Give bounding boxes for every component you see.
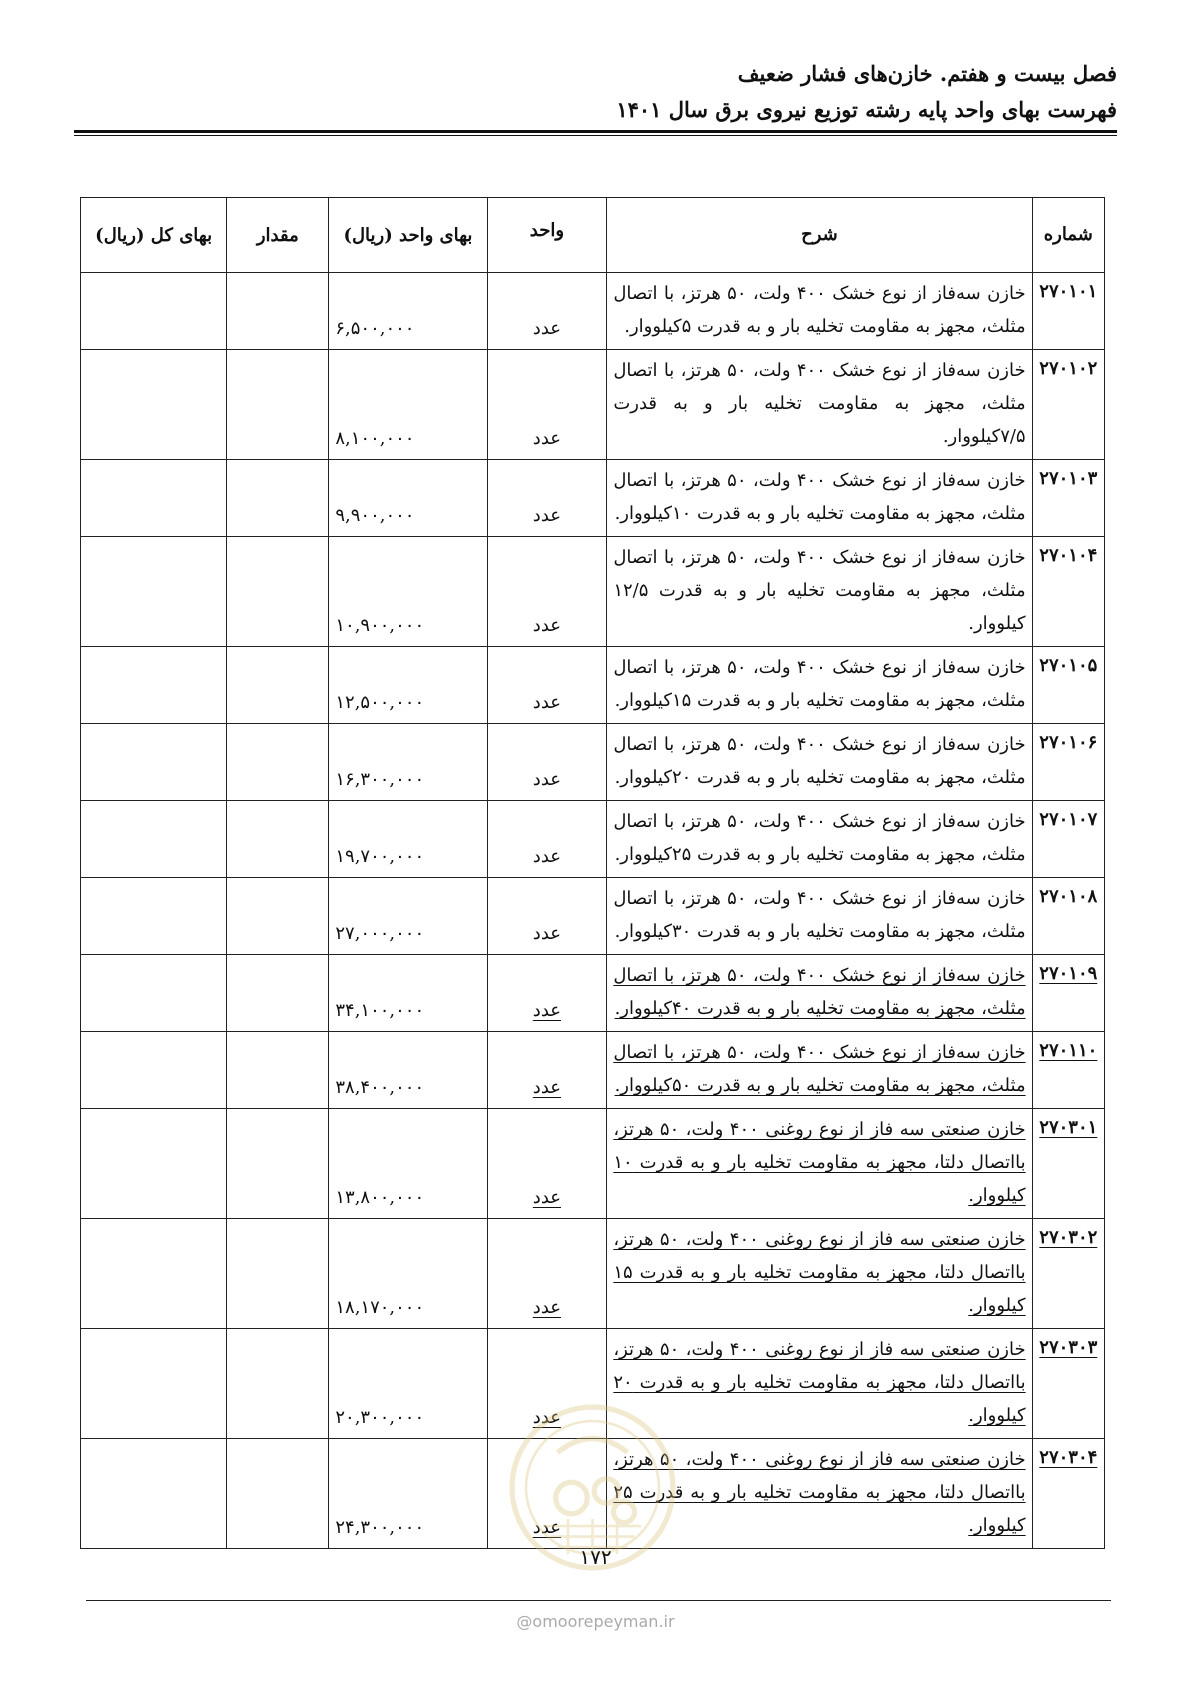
table-row xyxy=(81,350,1105,460)
item-description: خازن صنعتی سه فاز از نوع روغنی ۴۰۰ ولت، ۵۰ هرتز، بااتصال دلتا، مجهز به مقاومت تخلیه بار و به قدرت ۱۵ کیلووار. xyxy=(607,1219,1032,1329)
table-header-row xyxy=(81,198,1105,273)
col-header-unit: واحد xyxy=(487,198,607,273)
item-total xyxy=(81,1032,227,1109)
item-total xyxy=(81,350,227,460)
item-qty[interactable] xyxy=(227,537,329,647)
table-row xyxy=(81,1439,1105,1549)
item-unit-price: ۳۴,۱۰۰,۰۰۰ xyxy=(329,955,487,1032)
document-title: فهرست بهای واحد پایه رشته توزیع نیروی برق سال ۱۴۰۱ xyxy=(616,97,1117,122)
item-description: خازن سه‌فاز از نوع خشک ۴۰۰ ولت، ۵۰ هرتز، با اتصال مثلث، مجهز به مقاومت تخلیه بار و به قدرت ۵۰کیلووار. xyxy=(607,1032,1032,1109)
item-unit: عدد xyxy=(487,647,607,724)
item-code: ۲۷۰۱۰۶ xyxy=(1032,724,1104,801)
item-unit: عدد xyxy=(487,1329,607,1439)
item-unit: عدد xyxy=(487,273,607,350)
item-description: خازن سه‌فاز از نوع خشک ۴۰۰ ولت، ۵۰ هرتز، با اتصال مثلث، مجهز به مقاومت تخلیه بار و به قدرت ۳۰کیلووار. xyxy=(607,878,1032,955)
table-row xyxy=(81,273,1105,350)
col-header-code: شماره xyxy=(1032,198,1104,273)
item-unit-price: ۱۰,۹۰۰,۰۰۰ xyxy=(329,537,487,647)
item-total xyxy=(81,878,227,955)
col-header-total: بهای کل (ریال) xyxy=(81,198,227,273)
table-row xyxy=(81,460,1105,537)
col-header-desc: شرح xyxy=(607,198,1032,273)
item-code: ۲۷۰۱۰۵ xyxy=(1032,647,1104,724)
chapter-title: فصل بیست و هفتم. خازن‌های فشار ضعیف xyxy=(737,61,1117,86)
item-qty[interactable] xyxy=(227,1439,329,1549)
site-watermark: @omoorepeyman.ir xyxy=(516,1612,675,1631)
item-unit-price: ۲۰,۳۰۰,۰۰۰ xyxy=(329,1329,487,1439)
item-description: خازن سه‌فاز از نوع خشک ۴۰۰ ولت، ۵۰ هرتز، با اتصال مثلث، مجهز به مقاومت تخلیه بار و به قدرت ۱۲/۵ کیلووار. xyxy=(607,537,1032,647)
item-total xyxy=(81,801,227,878)
item-unit: عدد xyxy=(487,878,607,955)
item-unit-price: ۲۴,۳۰۰,۰۰۰ xyxy=(329,1439,487,1549)
item-code: ۲۷۰۱۰۸ xyxy=(1032,878,1104,955)
table-row xyxy=(81,1329,1105,1439)
item-unit: عدد xyxy=(487,1109,607,1219)
item-total xyxy=(81,460,227,537)
item-code: ۲۷۰۳۰۴ xyxy=(1032,1439,1104,1549)
header-rule xyxy=(74,130,1117,133)
item-code: ۲۷۰۳۰۱ xyxy=(1032,1109,1104,1219)
item-unit: عدد xyxy=(487,537,607,647)
item-unit-price: ۹,۹۰۰,۰۰۰ xyxy=(329,460,487,537)
table-row xyxy=(81,878,1105,955)
item-code: ۲۷۰۱۰۲ xyxy=(1032,350,1104,460)
item-code: ۲۷۰۳۰۳ xyxy=(1032,1329,1104,1439)
item-total xyxy=(81,955,227,1032)
item-code: ۲۷۰۱۰۳ xyxy=(1032,460,1104,537)
item-qty[interactable] xyxy=(227,1109,329,1219)
col-header-qty: مقدار xyxy=(227,198,329,273)
item-qty[interactable] xyxy=(227,1032,329,1109)
item-unit-price: ۱۳,۸۰۰,۰۰۰ xyxy=(329,1109,487,1219)
page-number: ۱۷۲ xyxy=(579,1545,612,1569)
item-qty[interactable] xyxy=(227,460,329,537)
col-header-unit-price: بهای واحد (ریال) xyxy=(329,198,487,273)
item-unit-price: ۶,۵۰۰,۰۰۰ xyxy=(329,273,487,350)
table-row xyxy=(81,724,1105,801)
item-unit-price: ۱۶,۳۰۰,۰۰۰ xyxy=(329,724,487,801)
item-unit-price: ۱۹,۷۰۰,۰۰۰ xyxy=(329,801,487,878)
item-total xyxy=(81,273,227,350)
table-row xyxy=(81,955,1105,1032)
item-description: خازن سه‌فاز از نوع خشک ۴۰۰ ولت، ۵۰ هرتز، با اتصال مثلث، مجهز به مقاومت تخلیه بار و به قدرت ۵کیلووار. xyxy=(607,273,1032,350)
item-qty[interactable] xyxy=(227,647,329,724)
item-total xyxy=(81,1109,227,1219)
item-code: ۲۷۰۱۰۹ xyxy=(1032,955,1104,1032)
item-qty[interactable] xyxy=(227,1329,329,1439)
item-unit: عدد xyxy=(487,801,607,878)
item-description: خازن سه‌فاز از نوع خشک ۴۰۰ ولت، ۵۰ هرتز، با اتصال مثلث، مجهز به مقاومت تخلیه بار و به قدرت ۲۰کیلووار. xyxy=(607,724,1032,801)
item-qty[interactable] xyxy=(227,801,329,878)
page-header xyxy=(74,56,1117,128)
item-code: ۲۷۰۱۰۴ xyxy=(1032,537,1104,647)
item-unit: عدد xyxy=(487,460,607,537)
item-qty[interactable] xyxy=(227,955,329,1032)
item-description: خازن سه‌فاز از نوع خشک ۴۰۰ ولت، ۵۰ هرتز، با اتصال مثلث، مجهز به مقاومت تخلیه بار و به قدرت ۲۵کیلووار. xyxy=(607,801,1032,878)
item-unit: عدد xyxy=(487,724,607,801)
item-description: خازن سه‌فاز از نوع خشک ۴۰۰ ولت، ۵۰ هرتز، با اتصال مثلث، مجهز به مقاومت تخلیه بار و به قدرت ۱۰کیلووار. xyxy=(607,460,1032,537)
table-row xyxy=(81,647,1105,724)
item-code: ۲۷۰۳۰۲ xyxy=(1032,1219,1104,1329)
item-qty[interactable] xyxy=(227,878,329,955)
table-row xyxy=(81,801,1105,878)
footer-rule xyxy=(86,1600,1111,1601)
item-unit: عدد xyxy=(487,350,607,460)
item-total xyxy=(81,1329,227,1439)
table-row xyxy=(81,1219,1105,1329)
item-description: خازن صنعتی سه فاز از نوع روغنی ۴۰۰ ولت، ۵۰ هرتز، بااتصال دلتا، مجهز به مقاومت تخلیه بار و به قدرت ۱۰ کیلووار. xyxy=(607,1109,1032,1219)
item-code: ۲۷۰۱۰۱ xyxy=(1032,273,1104,350)
item-description: خازن سه‌فاز از نوع خشک ۴۰۰ ولت، ۵۰ هرتز، با اتصال مثلث، مجهز به مقاومت تخلیه بار و به قدرت ۷/۵کیلووار. xyxy=(607,350,1032,460)
item-unit-price: ۲۷,۰۰۰,۰۰۰ xyxy=(329,878,487,955)
item-unit-price: ۸,۱۰۰,۰۰۰ xyxy=(329,350,487,460)
item-description: خازن صنعتی سه فاز از نوع روغنی ۴۰۰ ولت، ۵۰ هرتز، بااتصال دلتا، مجهز به مقاومت تخلیه بار و به قدرت ۲۵ کیلووار. xyxy=(607,1439,1032,1549)
item-unit-price: ۳۸,۴۰۰,۰۰۰ xyxy=(329,1032,487,1109)
item-qty[interactable] xyxy=(227,273,329,350)
item-total xyxy=(81,537,227,647)
item-unit: عدد xyxy=(487,1219,607,1329)
table-row xyxy=(81,1032,1105,1109)
item-description: خازن سه‌فاز از نوع خشک ۴۰۰ ولت، ۵۰ هرتز، با اتصال مثلث، مجهز به مقاومت تخلیه بار و به قدرت ۱۵کیلووار. xyxy=(607,647,1032,724)
item-code: ۲۷۰۱۱۰ xyxy=(1032,1032,1104,1109)
item-total xyxy=(81,724,227,801)
item-total xyxy=(81,1219,227,1329)
header-rule-thin xyxy=(74,135,1117,136)
price-table xyxy=(80,197,1105,1549)
item-total xyxy=(81,647,227,724)
item-qty[interactable] xyxy=(227,350,329,460)
table-row xyxy=(81,537,1105,647)
item-unit-price: ۱۸,۱۷۰,۰۰۰ xyxy=(329,1219,487,1329)
item-unit-price: ۱۲,۵۰۰,۰۰۰ xyxy=(329,647,487,724)
item-qty[interactable] xyxy=(227,1219,329,1329)
item-unit: عدد xyxy=(487,955,607,1032)
item-description: خازن صنعتی سه فاز از نوع روغنی ۴۰۰ ولت، ۵۰ هرتز، بااتصال دلتا، مجهز به مقاومت تخلیه بار و به قدرت ۲۰ کیلووار. xyxy=(607,1329,1032,1439)
table-row xyxy=(81,1109,1105,1219)
item-total xyxy=(81,1439,227,1549)
item-description: خازن سه‌فاز از نوع خشک ۴۰۰ ولت، ۵۰ هرتز، با اتصال مثلث، مجهز به مقاومت تخلیه بار و به قدرت ۴۰کیلووار. xyxy=(607,955,1032,1032)
item-code: ۲۷۰۱۰۷ xyxy=(1032,801,1104,878)
item-unit: عدد xyxy=(487,1032,607,1109)
item-unit: عدد xyxy=(487,1439,607,1549)
item-qty[interactable] xyxy=(227,724,329,801)
